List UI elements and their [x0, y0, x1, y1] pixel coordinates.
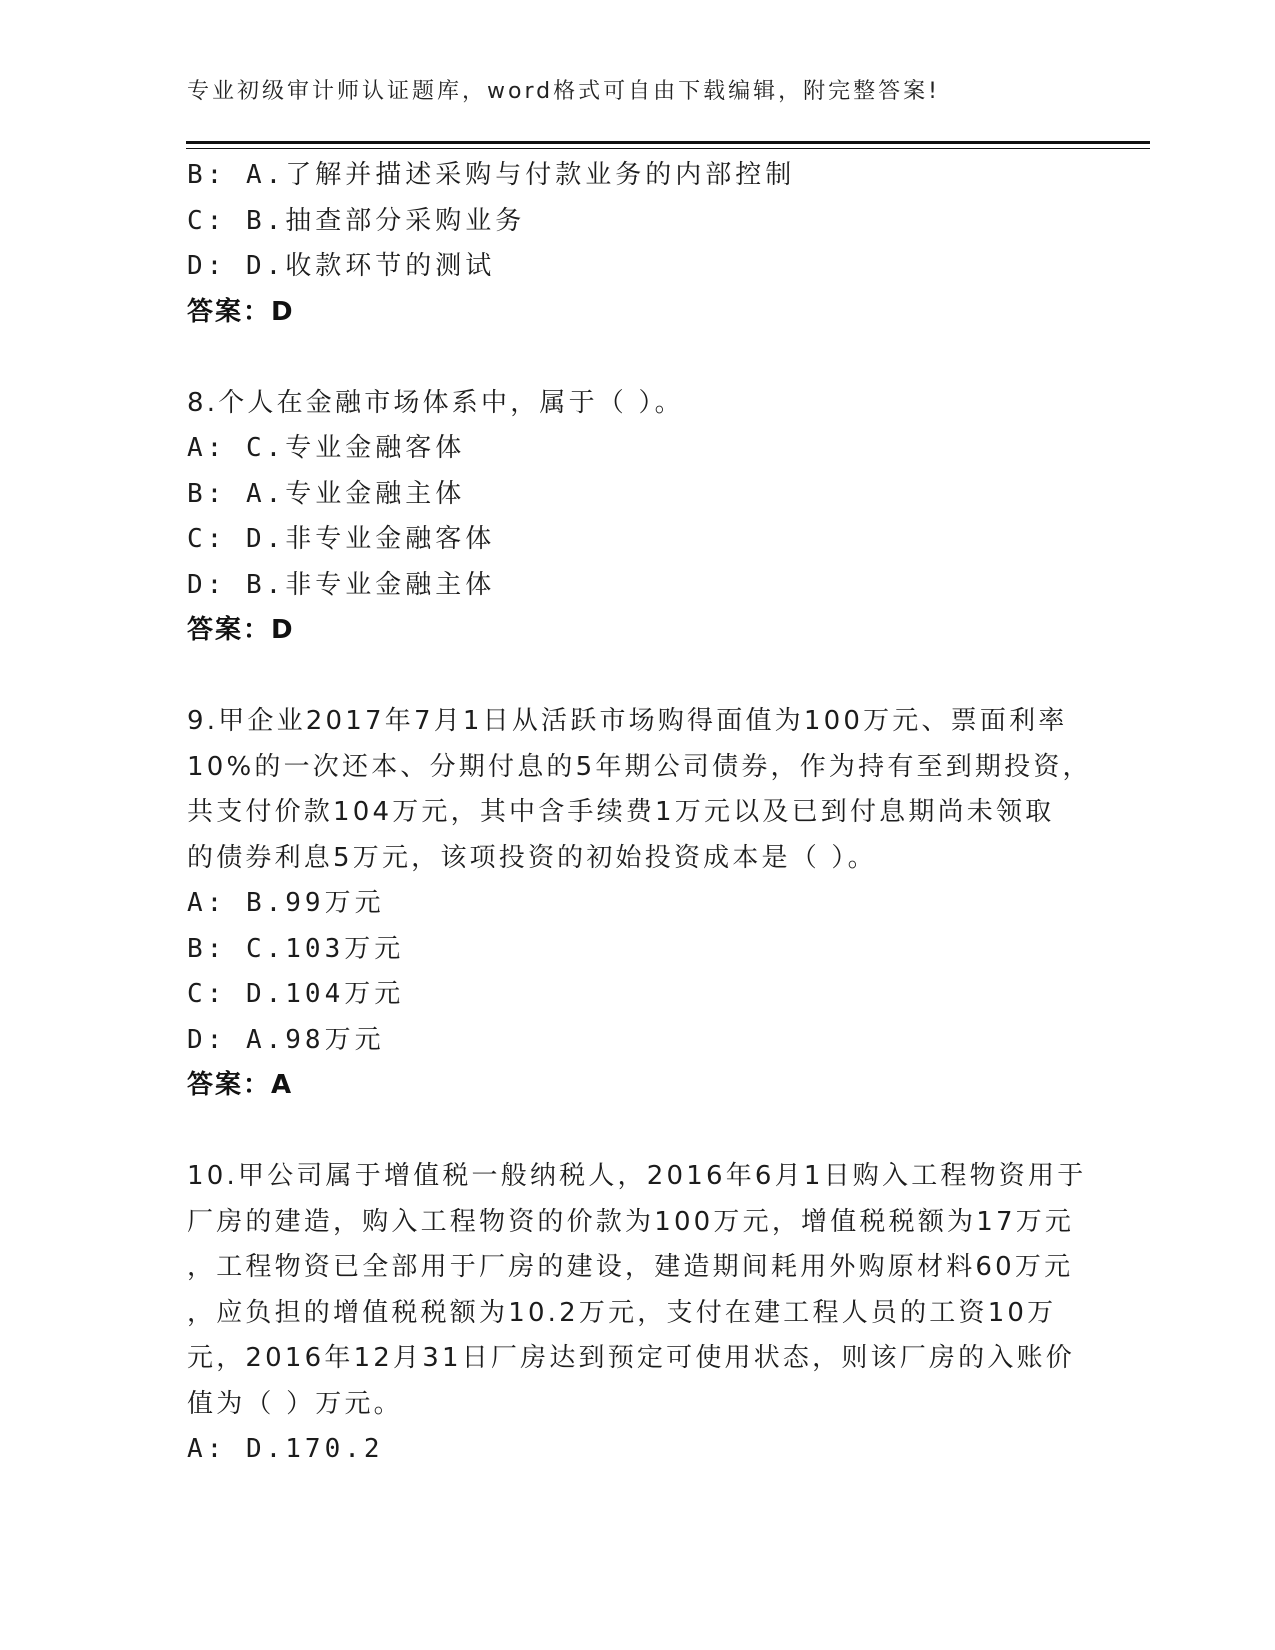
- answer-label: 答案：: [187, 615, 272, 645]
- question-stem-line: 10.甲公司属于增值税一般纳税人，2016年6月1日购入工程物资用于: [187, 1161, 1087, 1191]
- answer-line: [187, 608, 1087, 654]
- option-d: D: A.98万元: [187, 1024, 385, 1055]
- option-b: B: A.了解并描述采购与付款业务的内部控制: [187, 160, 796, 190]
- option-c: C: D.104万元: [187, 979, 405, 1009]
- option-a: A: B.99万元: [187, 888, 385, 918]
- option-d: D: D.收款环节的测试: [187, 251, 496, 281]
- question-stem-line: 9.甲企业2017年7月1日从活跃市场购得面值为100万元、票面利率: [187, 706, 1068, 736]
- answer-line: [187, 1063, 1087, 1109]
- header-rule-thick: [186, 141, 1150, 144]
- option-a: A: C.专业金融客体: [187, 433, 466, 463]
- option-c: C: B.抽查部分采购业务: [187, 205, 526, 236]
- question-9: [187, 699, 1092, 1109]
- option-b: B: C.103万元: [187, 933, 405, 964]
- option-a: A: D.170.2: [187, 1434, 384, 1464]
- question-stem-line: ，应负担的增值税税额为10.2万元，支付在建工程人员的工资10万: [187, 1297, 1057, 1328]
- header-rule-thin: [186, 148, 1150, 149]
- question-list: [187, 153, 1092, 1473]
- question-stem-line: 10%的一次还本、分期付息的5年期公司债券，作为持有至到期投资，: [187, 751, 1092, 782]
- question-stem-line: ，工程物资已全部用于厂房的建设，建造期间耗用外购原材料60万元: [187, 1252, 1074, 1282]
- question-stem: 8.个人在金融市场体系中，属于（ ）。: [187, 387, 684, 418]
- question-stem-line: 厂房的建造，购入工程物资的价款为100万元，增值税税额为17万元: [187, 1206, 1075, 1237]
- option-b: B: A.专业金融主体: [187, 478, 466, 509]
- question-stem-line: 值为（ ）万元。: [187, 1388, 403, 1419]
- question-7: [187, 153, 1087, 335]
- question-10: [187, 1154, 1087, 1473]
- answer-label: 答案：: [187, 1070, 272, 1100]
- question-8: [187, 381, 1087, 654]
- spacer: [187, 1109, 1087, 1155]
- question-stem-line: 的债券利息5万元，该项投资的初始投资成本是（ ）。: [187, 842, 877, 873]
- spacer: [187, 654, 1087, 700]
- answer-value: D: [271, 296, 295, 327]
- option-d: D: B.非专业金融主体: [187, 569, 496, 600]
- answer-value: A: [271, 1070, 294, 1100]
- option-c: C: D.非专业金融客体: [187, 524, 496, 554]
- answer-line: [187, 290, 1087, 336]
- question-stem-line: 共支付价款104万元，其中含手续费1万元以及已到付息期尚未领取: [187, 797, 1055, 827]
- answer-label: 答案：: [187, 296, 272, 327]
- question-stem-line: 元，2016年12月31日厂房达到预定可使用状态，则该厂房的入账价: [187, 1343, 1075, 1373]
- spacer: [187, 335, 1087, 381]
- page-header: 专业初级审计师认证题库，word格式可自由下载编辑，附完整答案!: [187, 79, 940, 104]
- answer-value: D: [271, 615, 295, 645]
